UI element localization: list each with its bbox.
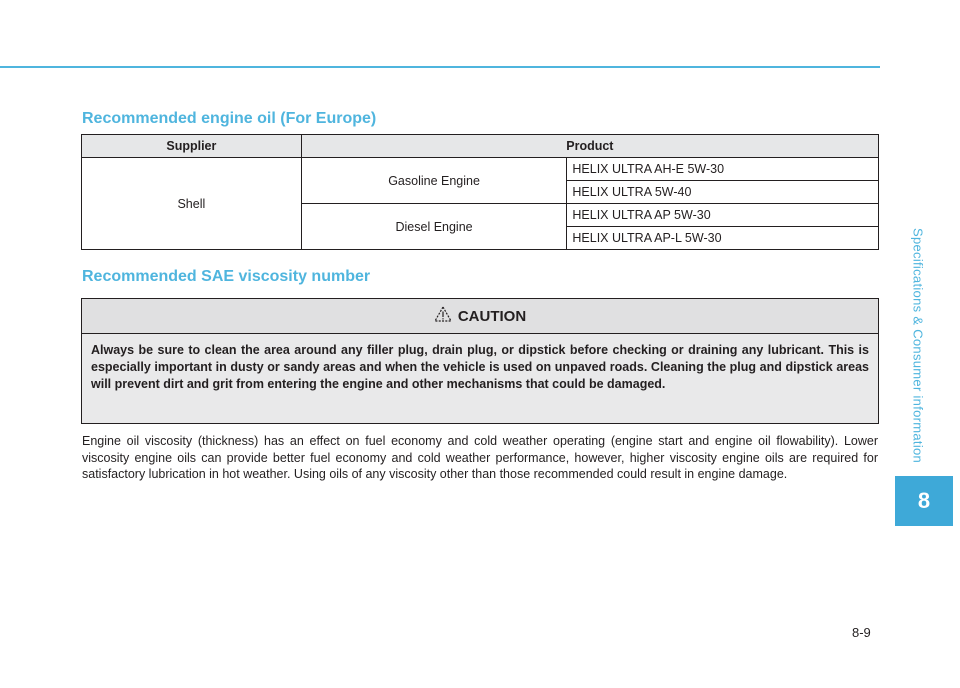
- product-cell: HELIX ULTRA AH-E 5W-30: [567, 158, 879, 181]
- engine-oil-table: [81, 134, 879, 250]
- viscosity-paragraph: Engine oil viscosity (thickness) has an effect on fuel economy and cold weather operating (engine start and engine oil flowability). Lower viscosity engine oils can provide better fuel economy and cold weather performance, however, higher viscosity engine oils are required for satisfactory lubrication in hot weather. Using oils of any viscosity other than those recommended could result in engine damage.: [82, 434, 878, 481]
- table-header-row: [82, 135, 879, 158]
- caution-title: CAUTION: [457, 307, 527, 325]
- engine-type-cell: Diesel Engine: [301, 204, 567, 250]
- caution-header: [82, 299, 878, 334]
- warning-triangle-icon: [434, 306, 452, 327]
- supplier-cell: Shell: [82, 158, 302, 250]
- caution-box: [81, 298, 879, 424]
- section-title-vertical: Specifications & Consumer information: [910, 228, 926, 464]
- caution-text: Always be sure to clean the area around any filler plug, drain plug, or dipstick before checking or draining any lubricant. This is especially important in dusty or sandy areas and when the vehicle is used on unpaved roads. Cleaning the plug and dipstick areas will prevent dirt and grit from entering the engine and other mechanisms that could be damaged.: [91, 343, 869, 391]
- top-rule: [0, 66, 880, 68]
- sae-heading: Recommended SAE viscosity number: [82, 268, 371, 285]
- product-cell: HELIX ULTRA AP-L 5W-30: [567, 227, 879, 250]
- page-number: 8-9: [852, 625, 871, 640]
- product-cell: HELIX ULTRA AP 5W-30: [567, 204, 879, 227]
- header-supplier: Supplier: [82, 135, 302, 158]
- engine-type-cell: Gasoline Engine: [301, 158, 567, 204]
- section-number-tab: 8: [895, 476, 953, 526]
- header-product: Product: [301, 135, 878, 158]
- product-cell: HELIX ULTRA 5W-40: [567, 181, 879, 204]
- engine-oil-heading: Recommended engine oil (For Europe): [82, 110, 377, 127]
- table-row: [82, 158, 879, 181]
